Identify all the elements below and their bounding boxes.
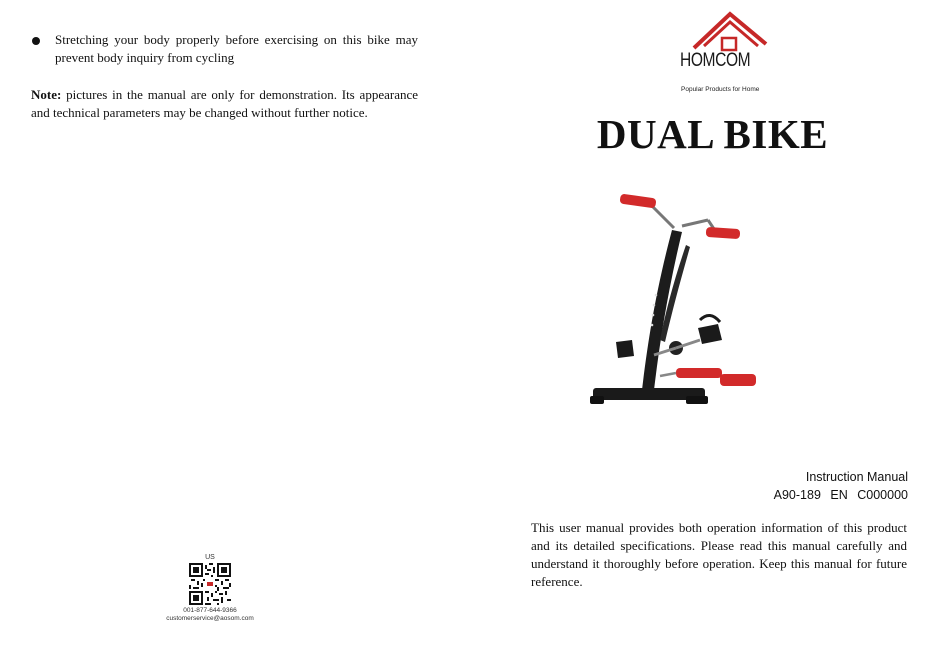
stretching-text: Stretching your body properly before exercising on this bike may prevent body inquiry from cycling — [55, 32, 418, 65]
homcom-logo — [680, 8, 780, 98]
manual-description: This user manual provides both operation information of this product and its detailed specifications. Please read this manual carefully and understand it thoroughly before operation. Keep this manual for future reference. — [531, 520, 907, 589]
contact-qr-block — [160, 553, 260, 623]
page-title: DUAL BIKE — [596, 111, 829, 157]
dual-bike-product-image — [590, 190, 760, 422]
qr-region-label: US — [205, 554, 215, 561]
model-codes — [774, 488, 908, 502]
qr-code-icon — [189, 563, 231, 605]
support-phone: 001-877-644-9366 — [183, 607, 237, 614]
language-code: EN — [830, 488, 848, 502]
note-label: Note: — [31, 87, 62, 102]
instruction-manual-label: Instruction Manual — [805, 470, 908, 484]
logo-brand-text: HOMCOM — [680, 50, 751, 71]
bullet-icon — [32, 37, 40, 45]
model-code: A90-189 — [773, 488, 821, 502]
version-code: C000000 — [857, 488, 908, 502]
logo-tagline: Popular Products for Home — [681, 86, 760, 93]
right-page — [475, 0, 950, 660]
note-text: pictures in the manual are only for demonstration. Its appearance and technical parameters may be changed without further notice. — [31, 87, 418, 120]
support-email: customerservice@aosom.com — [166, 615, 254, 622]
note-paragraph — [31, 86, 418, 122]
stretching-bullet — [32, 31, 418, 67]
